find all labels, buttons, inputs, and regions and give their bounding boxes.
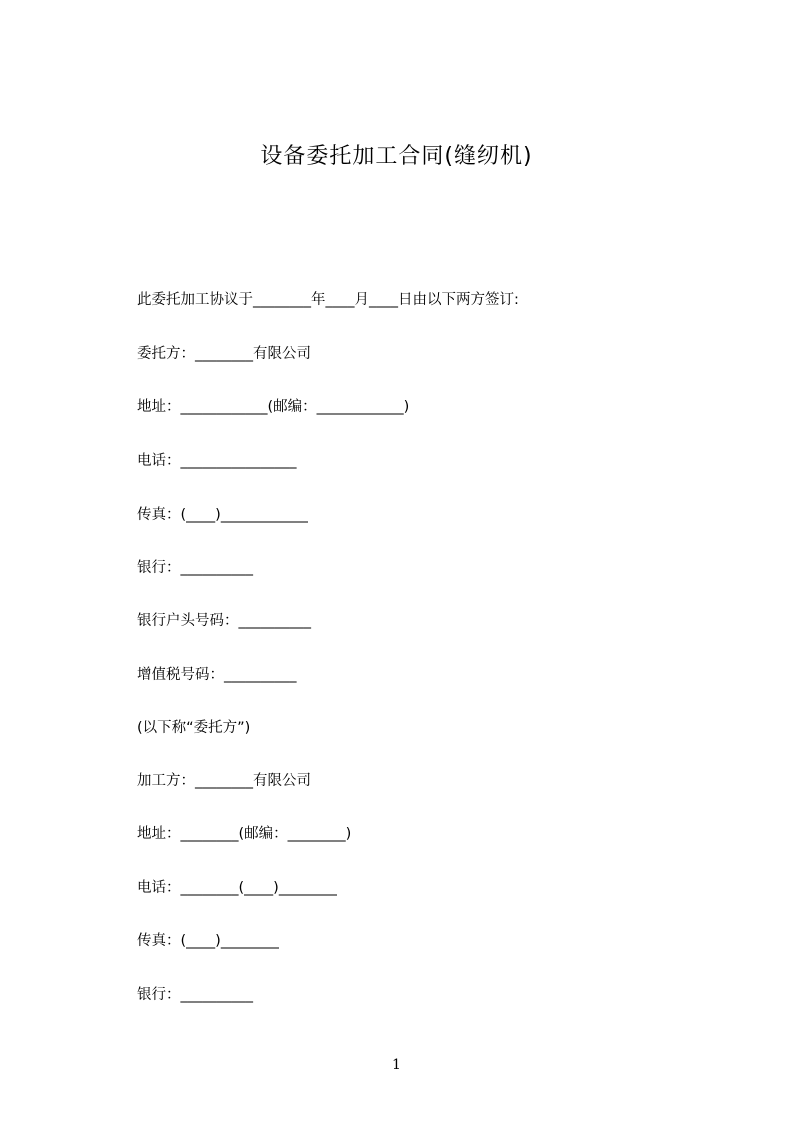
processor-address-line: 地址：________(邮编：________): [137, 826, 352, 842]
client-company-line: 委托方：________有限公司: [137, 346, 311, 362]
processor-phone-line: 电话：________(____)________: [137, 880, 337, 896]
client-bank-account-line: 银行户头号码：__________: [137, 613, 311, 629]
client-fax-line: 传真：(____)____________: [137, 507, 308, 523]
client-bank-line: 银行：__________: [137, 560, 253, 576]
client-vat-number-line: 增值税号码：__________: [137, 667, 297, 683]
client-designation-line: (以下称“委托方”): [137, 720, 251, 736]
document-title: 设备委托加工合同(缝纫机): [260, 144, 533, 169]
processor-fax-line: 传真：(____)________: [137, 933, 279, 949]
signing-date-line: 此委托加工协议于________年____月____日由以下两方签订:: [137, 292, 519, 308]
processor-company-line: 加工方：________有限公司: [137, 773, 311, 789]
processor-bank-line: 银行：__________: [137, 987, 253, 1003]
page-number: 1: [392, 1057, 401, 1073]
client-phone-line: 电话：________________: [137, 453, 297, 469]
client-address-line: 地址：____________(邮编：____________): [137, 399, 410, 415]
